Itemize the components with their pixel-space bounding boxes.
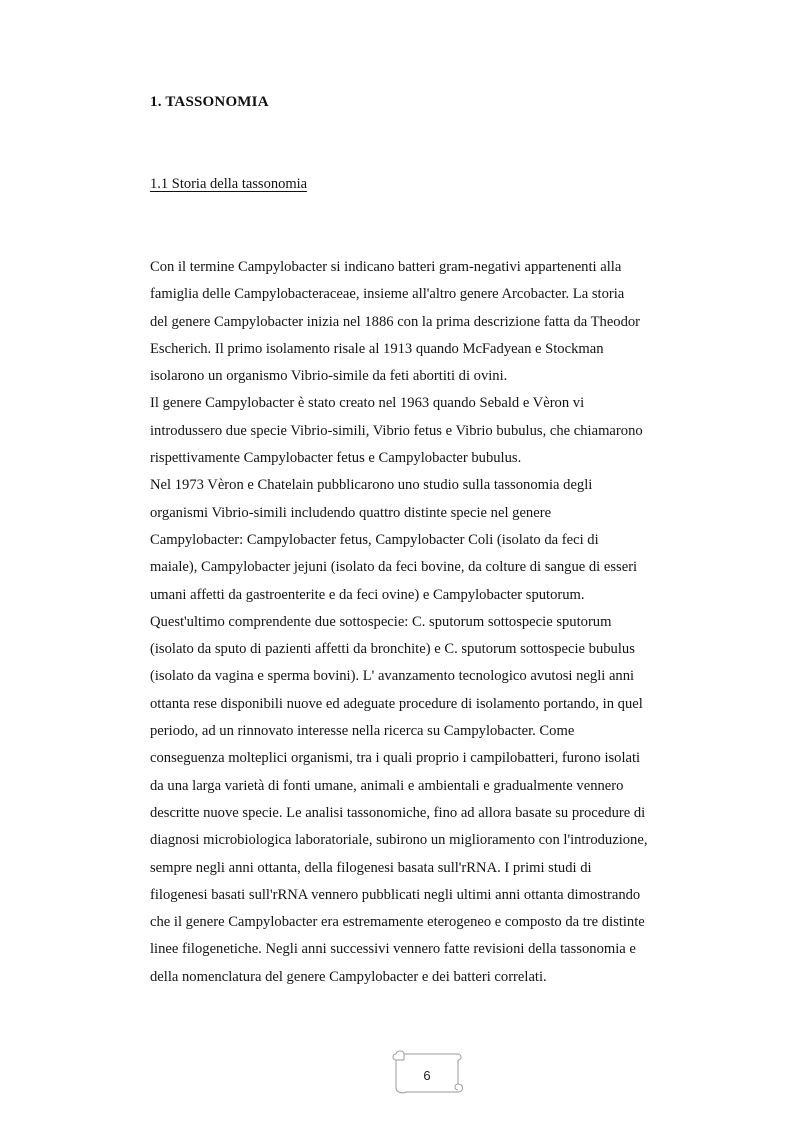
text-line: sempre negli anni ottanta, della filogenesi basata sull'rRNA. I primi studi di [150,859,592,876]
text-line: descritte nuove specie. Le analisi tassonomiche, fino ad allora basate su procedure di [150,804,646,821]
text-line: maiale), Campylobacter jejuni (isolato da feci bovine, da colture di sangue di esseri [150,559,638,576]
text-line: da una larga varietà di fonti umane, animali e ambientali e gradualmente vennero [150,777,624,794]
text-line: del genere Campylobacter inizia nel 1886 con la prima descrizione fatta da Theodor [150,313,641,330]
text-line: conseguenza molteplici organismi, tra i quali proprio i campilobatteri, furono isolati [150,750,641,767]
text-line: Campylobacter: Campylobacter fetus, Campylobacter Coli (isolato da feci di [150,531,599,548]
text-line: famiglia delle Campylobacteraceae, insieme all'altro genere Arcobacter. La storia [150,286,625,303]
text-line: periodo, ad un rinnovato interesse nella ricerca su Campylobacter. Come [150,723,575,740]
text-line: Con il termine Campylobacter si indicano batteri gram-negativi appartenenti alla [150,259,622,275]
page-number: 6 [423,1068,431,1083]
page-number-scroll [386,1048,462,1096]
chapter-title: 1. TASSONOMIA [150,94,269,110]
text-line: ottanta rese disponibili nuove ed adeguate procedure di isolamento portando, in quel [150,695,643,712]
text-line: linee filogenetiche. Negli anni successivi vennero fatte revisioni della tassonomia e [150,941,636,958]
text-line: umani affetti da gastroenterite e da feci ovine) e Campylobacter sputorum. [150,586,585,603]
section-title: 1.1 Storia della tassonomia [150,176,308,192]
text-line: isolarono un organismo Vibrio-simile da feti abortiti di ovini. [150,368,508,385]
text-line: rispettivamente Campylobacter fetus e Campylobacter bubulus. [150,450,522,467]
text-line: Escherich. Il primo isolamento risale al 1913 quando McFadyean e Stockman [150,340,604,357]
text-line: introdussero due specie Vibrio-simili, Vibrio fetus e Vibrio bubulus, che chiamarono [150,422,643,439]
body-paragraph [150,254,710,991]
text-line: filogenesi basati sull'rRNA vennero pubblicati negli ultimi anni ottanta dimostrando [150,886,641,903]
text-line: Il genere Campylobacter è stato creato nel 1963 quando Sebald e Vèron vi [150,395,585,412]
text-line: Quest'ultimo comprendente due sottospecie: C. sputorum sottospecie sputorum [150,613,612,630]
text-line: Nel 1973 Vèron e Chatelain pubblicarono uno studio sulla tassonomia degli [150,477,593,494]
text-line: (isolato da vagina e sperma bovini). L' avanzamento tecnologico avutosi negli anni [150,668,635,685]
text-line: (isolato da sputo di pazienti affetti da bronchite) e C. sputorum sottospecie bubulus [150,641,635,658]
text-line: della nomenclatura del genere Campylobacter e dei batteri correlati. [150,968,547,985]
text-line: diagnosi microbiologica laboratoriale, subirono un miglioramento con l'introduzione, [150,832,648,849]
text-line: organismi Vibrio-simili includendo quattro distinte specie nel genere [150,504,552,521]
text-line: che il genere Campylobacter era estremamente eterogeneo e composto da tre distinte [150,914,645,931]
